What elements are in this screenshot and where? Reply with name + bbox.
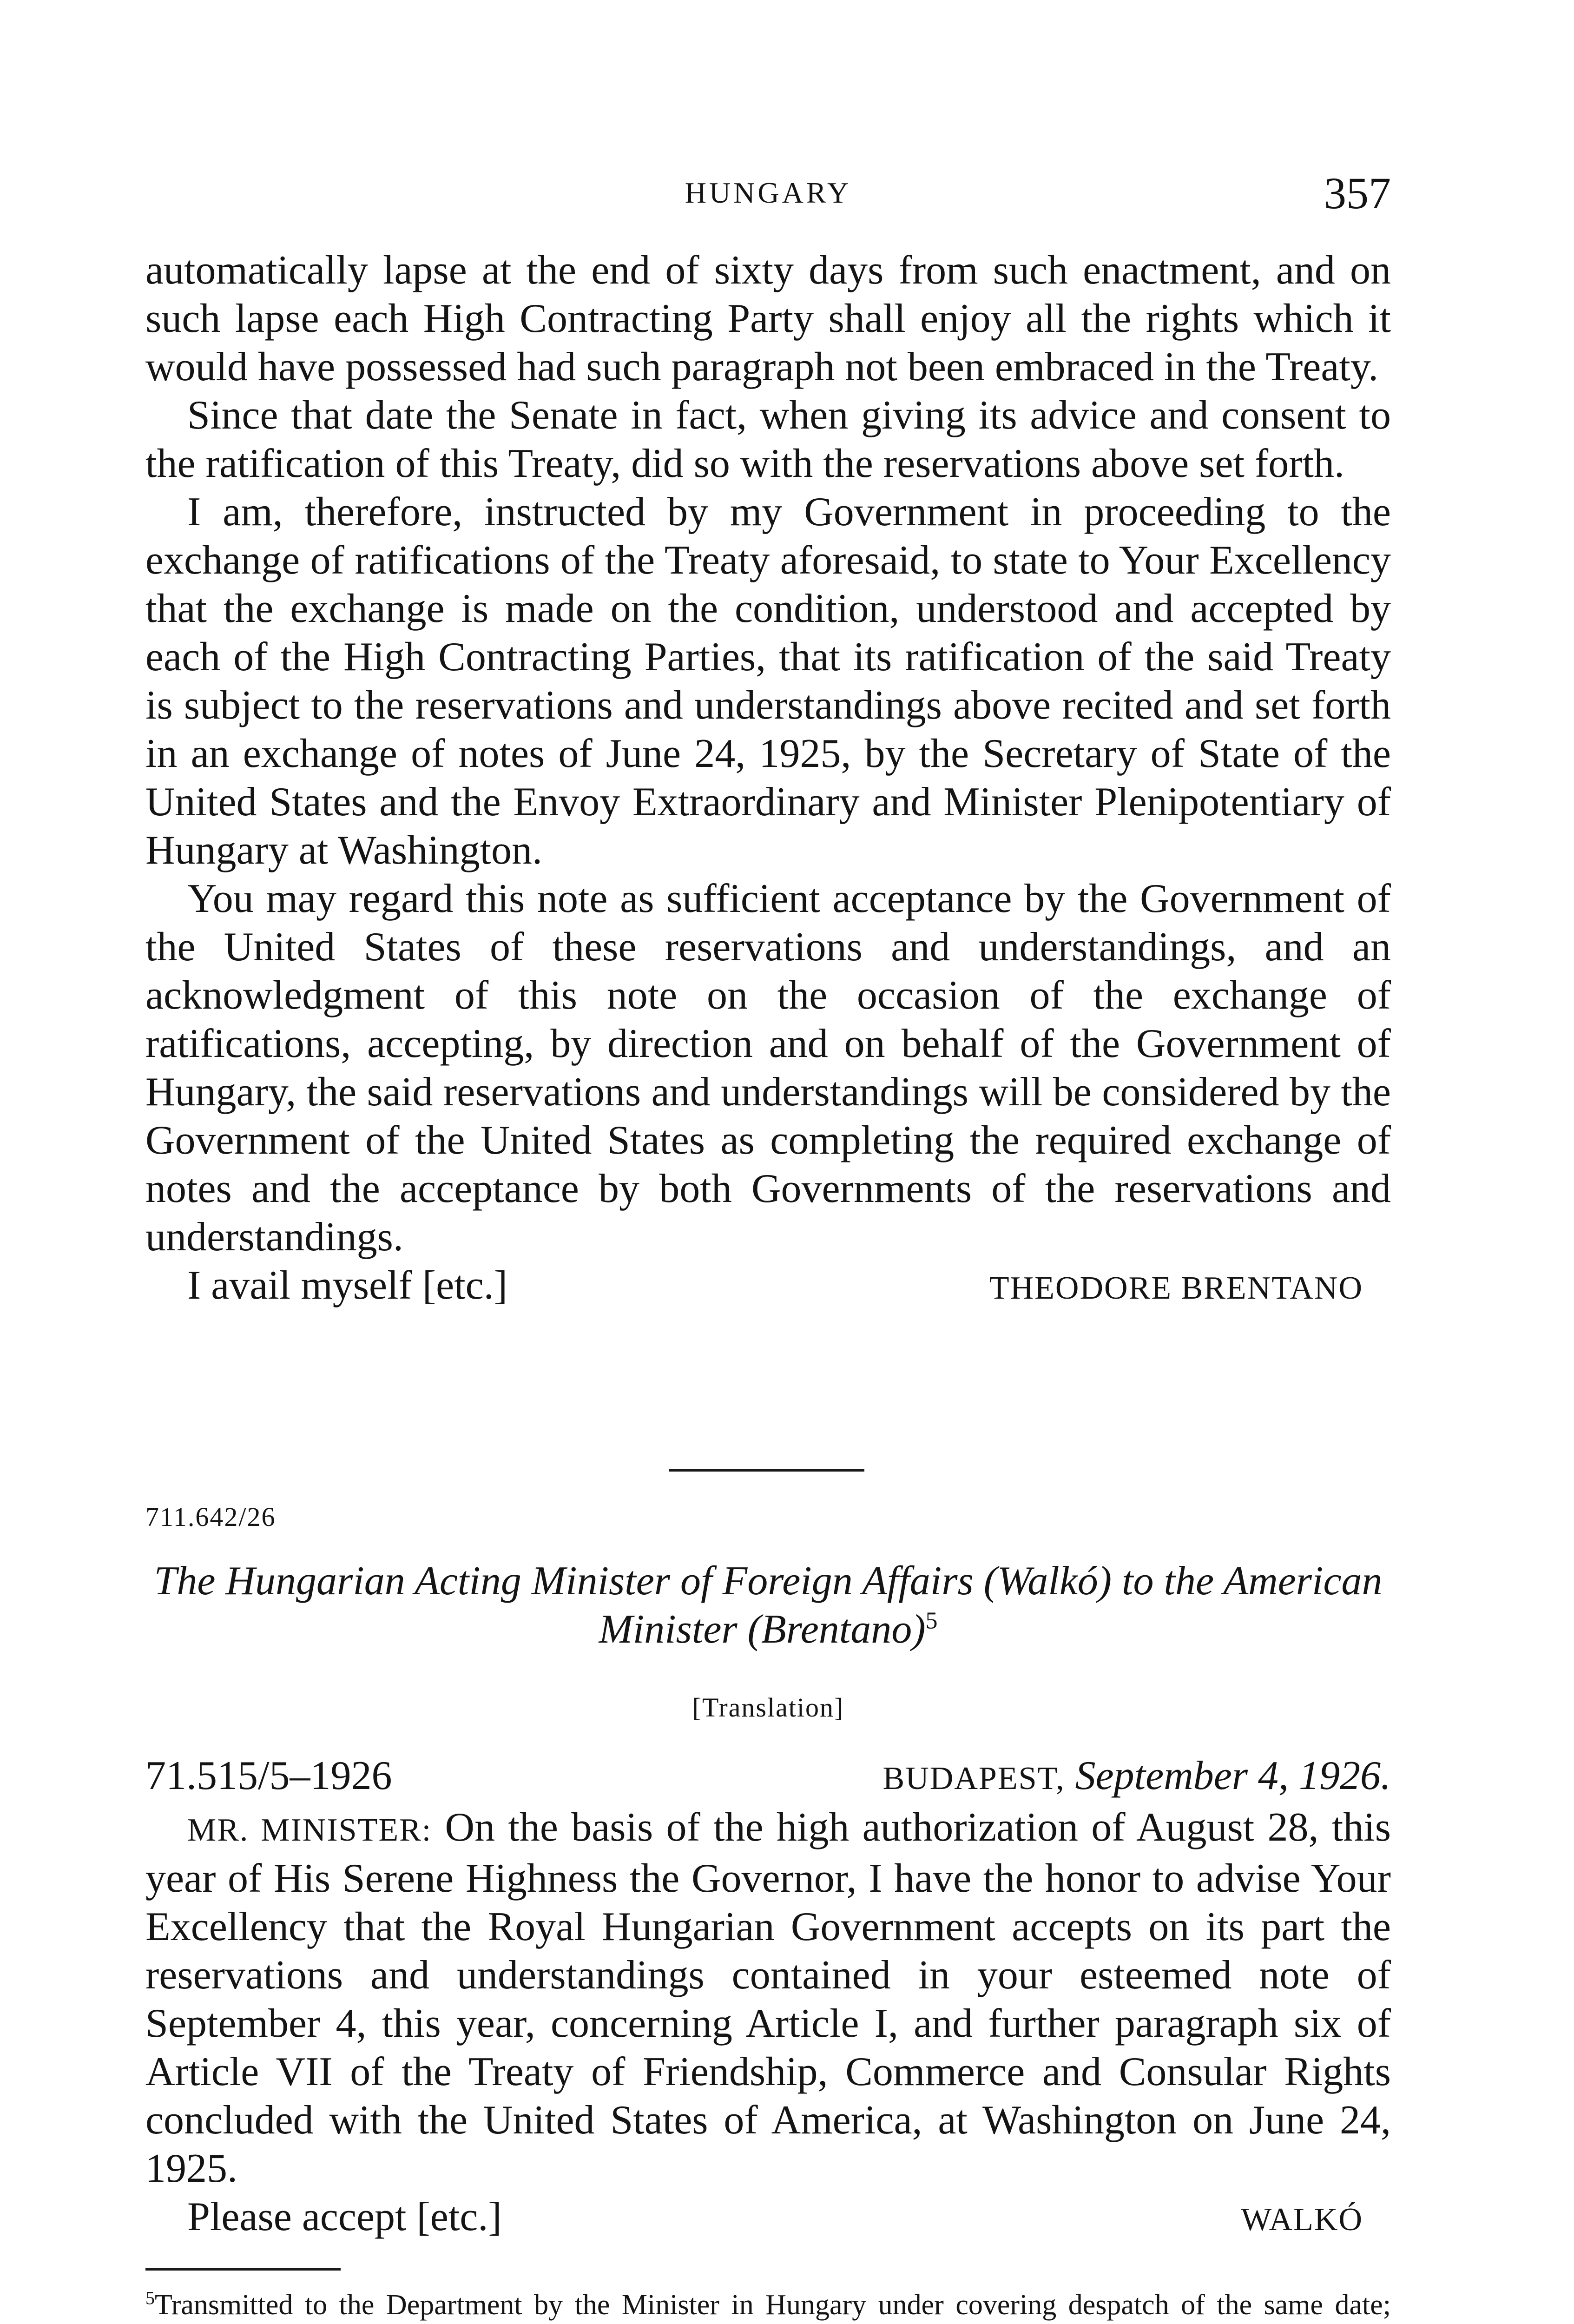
section-divider	[669, 1469, 864, 1472]
note-body	[145, 1803, 1391, 2244]
place-date	[883, 1752, 1391, 1799]
footnote-number: 5	[145, 2287, 155, 2309]
place: BUDAPEST,	[882, 1761, 1065, 1796]
dateline	[145, 1752, 1391, 1799]
paragraph	[145, 1803, 1391, 2193]
signature: THEODORE BRENTANO	[989, 1270, 1363, 1306]
paragraph: You may regard this note as sufficient acceptance by the Government of the United States of these reservations and understandings, and an acknowledgment of this note on the occasion of the exchange of ratifications, accepting, by direction and on behalf of the Government of Hungary, the said reservations and understandings will be considered by the Government of the United States as completing the required exchange of notes and the acceptance by both Governments of the reservations and understandings.	[145, 876, 1391, 1260]
footnote-text: Transmitted to the Department by the Minister in Hungary under covering despatch of the same date;	[155, 2289, 1391, 2321]
paragraph: Since that date the Senate in fact, when giving its advice and consent to the ratification of this Treaty, did so with the reservations above set forth.	[145, 393, 1391, 486]
date: September 4, 1926.	[1075, 1753, 1391, 1798]
heading-text: The Hungarian Acting Minister of Foreign Affairs (Walkó) to the American Minister (Brentano)	[154, 1558, 1383, 1652]
document-heading	[145, 1557, 1391, 1654]
running-title: HUNGARY	[685, 176, 852, 209]
running-head	[145, 167, 1391, 218]
paragraph: I am, therefore, instructed by my Government in proceeding to the exchange of ratifications of the Treaty aforesaid, to state to Your Excellency that the exchange is made on the condition, understood and accepted by each of the High Contracting Parties, that its ratification of the said Treaty is subject to the reservations and understandings above recited and set forth in an exchange of notes of June 24, 1925, by the Secretary of State of the United States and the Envoy Extraordinary and Minister Plenipotentiary of Hungary at Washington.	[145, 489, 1391, 873]
closing-row	[145, 1261, 1391, 1313]
closing-phrase: I avail myself [etc.]	[187, 1263, 508, 1308]
letter-body	[145, 246, 1391, 1313]
footnote	[145, 2287, 1391, 2324]
file-reference: 711.642/26	[145, 1502, 276, 1532]
footnote-rule	[145, 2268, 341, 2271]
closing-row	[145, 2193, 1391, 2244]
signature: WALKÓ	[1241, 2202, 1363, 2238]
translation-label: [Translation]	[692, 1692, 844, 1723]
reference-number: 71.515/5–1926	[145, 1753, 392, 1798]
paragraph-continuation: automatically lapse at the end of sixty days from such enactment, and on such lapse each High Contracting Party shall enjoy all the rights which it would have possessed had such paragraph not been embraced in the Treaty.	[145, 248, 1391, 390]
salutation: MR. MINISTER:	[187, 1812, 432, 1848]
closing-phrase: Please accept [etc.]	[187, 2194, 502, 2239]
note-text: On the basis of the high authorization of August 28, this year of His Serene Highness the Governor, I have the honor to advise Your Excellency that the Royal Hungarian Government accepts on its part the reservations and understandings contained in your esteemed note of September 4, this year, concerning Article I, and further paragraph six of Article VII of the Treaty of Friendship, Commerce and Consular Rights concluded with the United States of America, at Washington on June 24, 1925.	[145, 1805, 1391, 2191]
page-number: 357	[1324, 168, 1391, 218]
footnote-marker: 5	[925, 1607, 938, 1634]
